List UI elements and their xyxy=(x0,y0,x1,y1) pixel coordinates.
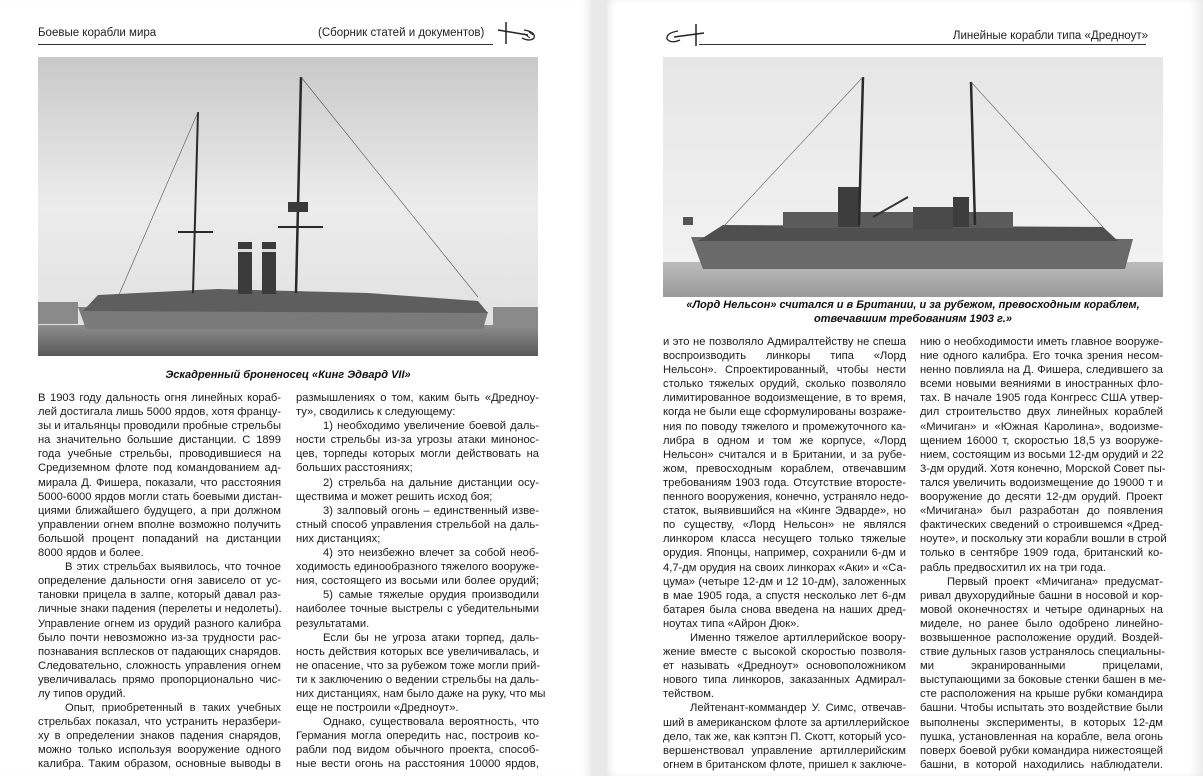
text-line: 4) это неизбежно влечет за собой необ- xyxy=(323,547,539,560)
text-line: не опасение, что за рубежом тоже могли прий- xyxy=(296,659,541,672)
text-line: мовой оконечностях и четыре одинарных на xyxy=(920,603,1163,616)
text-line: когда не были еще сформулированы возраже- xyxy=(663,406,907,419)
text-line: 1) необходимо увеличение боевой даль- xyxy=(323,420,539,433)
text-line: тановки прицела в залпе, который давал раз- xyxy=(38,589,281,602)
text-line: было почти невозможно из-за трудности рас- xyxy=(38,631,281,644)
text-line: Лейтенант-коммандер У. Симс, отвечав- xyxy=(690,702,906,715)
text-line: лей достигала лишь 5000 ярдов, хотя францу- xyxy=(38,406,281,419)
text-line: пенного вооружения, конечно, устраняло недо- xyxy=(663,491,909,504)
text-line: В этих стрельбах выявилось, что точное xyxy=(65,561,281,574)
paragraph xyxy=(296,419,539,475)
text-column-2 xyxy=(920,335,1167,772)
text-line: по существу, «Лорд Нельсон» не являлся xyxy=(663,519,906,532)
text-line: ший в американском флоте за артиллерийское xyxy=(663,716,910,729)
paragraph xyxy=(38,701,281,771)
header-rule xyxy=(38,44,493,45)
text-line: можно только используя вооружение одного xyxy=(38,744,281,757)
text-line: ривал двухорудийные башни в носовой и кор- xyxy=(920,589,1163,602)
text-line: только в сентябре 1909 года, британский ко- xyxy=(920,547,1163,560)
text-line: ноутах типа «Айрон Дюк». xyxy=(663,617,800,630)
text-line: нию о необходимости иметь главное вооруже- xyxy=(920,336,1163,348)
text-line: столько тяжелых орудий, сколько позволяло xyxy=(663,378,906,391)
ship-photo-king-edward-vii xyxy=(38,57,538,356)
text-line: 5) самые тяжелые орудия производили xyxy=(323,589,539,602)
paragraph xyxy=(663,631,906,701)
text-line: Именно тяжелое артиллерийское воору- xyxy=(690,631,906,644)
paragraph xyxy=(296,588,539,630)
paragraph xyxy=(663,335,909,631)
text-line: Нельсон» считался и в Британии, и за рубе- xyxy=(663,448,906,461)
text-line: размышлениях о том, каким быть «Дредноу- xyxy=(296,392,539,404)
text-line: ет называть «Дредноут» основоположником xyxy=(663,660,906,673)
text-line: жение вместе с высокой скоростью позволя- xyxy=(663,646,906,659)
text-line: 3-дм орудий. Хотя конечно, Морской Совет пы- xyxy=(920,462,1166,475)
running-header-subtitle: (Сборник статей и документов) xyxy=(318,27,485,39)
text-line: фактических сведений о строившемся «Дред- xyxy=(920,519,1163,532)
text-line: ния, состоящего из восьми или более орудий; xyxy=(296,575,539,588)
text-line: 4,7-дм орудия на своих линкорах «Аки» и «Са- xyxy=(663,561,907,574)
text-line: цев, торпеды которых могли действовать на xyxy=(296,448,539,461)
text-line: года учебные стрельбы, проводившиеся на xyxy=(38,448,281,461)
photo-caption-line-2: отвечавшим требованиям 1903 г.» xyxy=(814,313,1012,325)
text-line: 3) залповый огонь – единственный изве- xyxy=(323,504,539,517)
text-line: поверх боевой рубки командира нижестоящей xyxy=(920,744,1163,757)
text-line: рабль предвосхитил их на три года. xyxy=(920,561,1106,574)
left-page xyxy=(0,0,592,776)
text-line: В 1903 году дальность огня линейных кораб- xyxy=(38,392,281,404)
text-line: всеми новыми веяниями в иностранных фло- xyxy=(920,378,1163,391)
text-line: познавания всплесков от падающих снарядов. xyxy=(38,645,282,658)
text-line: стрельбах показал, что устранить неразбери- xyxy=(38,716,281,729)
text-line: нием, состоящим из восьми 12-дм орудий и 22 xyxy=(920,448,1164,461)
text-line: и это не позволяло Адмиралтейству не спеша xyxy=(663,336,906,348)
paragraph xyxy=(296,476,539,504)
text-line: Первый проект «Мичигана» предусмат- xyxy=(947,575,1163,588)
text-line: ствие дульных газов устранялось специальны- xyxy=(920,646,1165,659)
photo-caption-line-1: «Лорд Нельсон» считался и в Британии, и за рубежом, превосходным кораблем, xyxy=(686,299,1140,311)
text-line: управлении огнем вполне возможно получить xyxy=(38,518,281,531)
text-line: Средиземном флоте под командованием ад- xyxy=(38,462,281,475)
text-column-2 xyxy=(296,391,546,772)
text-line: либра в одном и том же корпусе, «Лорд xyxy=(663,434,906,447)
text-line: стный способ управления стрельбой на даль- xyxy=(296,518,539,531)
right-page xyxy=(606,0,1203,776)
text-line: ноуте», и поскольку эти корабли вошли в строй xyxy=(920,533,1167,546)
text-line: циями ближайшего будущего, а при должном xyxy=(38,504,281,517)
text-line: нового типа линкоров, заказанных Адмирал- xyxy=(663,674,906,687)
text-line: цума» (четыре 12-дм и 12 10-дм), заложенных xyxy=(663,575,906,588)
text-line: большой процент попаданий на дистанции xyxy=(38,532,281,545)
text-line: выполнены эксперименты, в которых 12-дм xyxy=(920,716,1163,729)
text-line: Германия могла опередить нас, построив ко- xyxy=(296,730,539,743)
text-line: в мае 1905 года, а спустя несколько лет 6-дм xyxy=(663,589,906,602)
header-rule xyxy=(699,44,1146,45)
paragraph xyxy=(663,701,910,771)
text-line: ния по поводу тяжелого и промежуточного ка- xyxy=(663,420,906,433)
text-line: ные вести огонь на расстояния 10000 ярдов, xyxy=(296,758,539,771)
text-line: миделе, но ранее было одобрено линейно- xyxy=(920,617,1163,630)
text-line: башни, в которой находились наблюдатели. xyxy=(920,758,1163,771)
running-header-left: Боевые корабли мира xyxy=(38,27,157,39)
photo-caption: Эскадренный броненосец «Кинг Эдвард VII» xyxy=(165,369,411,381)
text-line: ту», сводились к следующему: xyxy=(296,406,456,419)
paragraph xyxy=(38,391,281,560)
text-line: пушка, установленная на корабле, вела огонь xyxy=(920,730,1163,743)
text-line: вершенствовал управление артиллерийским xyxy=(663,744,906,757)
text-line: увеличивалась прямо пропорционально чис- xyxy=(38,673,281,686)
text-column-1 xyxy=(663,335,910,772)
text-line: результатами. xyxy=(296,617,370,630)
text-line: сте расположения на крыше рубки командира xyxy=(920,688,1163,701)
anchor-icon xyxy=(496,20,540,46)
text-line: наиболее точные выстрелы с убедительными xyxy=(296,603,539,616)
text-line: тейством. xyxy=(663,688,715,701)
text-line: ности стрельбы из-за угрозы атаки минонос- xyxy=(296,434,539,447)
text-line: тах. В начале 1905 года Конгресс США утвер- xyxy=(920,392,1163,405)
paragraph xyxy=(296,391,539,419)
text-line: «Мичиган» и «Южная Каролина», водоизме- xyxy=(920,420,1163,433)
text-line: Нельсон». Спроектированный, чтобы нести xyxy=(663,364,906,377)
text-line: батарея была снова введена на наших дред- xyxy=(663,603,906,616)
text-line: 2) стрельба на дальние дистанции осу- xyxy=(323,476,539,489)
text-line: выступающими за боковые стенки башен в ме- xyxy=(920,674,1167,687)
text-line: ходимость единообразного тяжелого вооруже- xyxy=(296,561,539,574)
text-line: определение дальности огня зависело от ус- xyxy=(38,575,281,588)
text-line: воспроизводить линкоры типа «Лорд xyxy=(663,350,906,363)
paragraph xyxy=(296,504,539,546)
text-line: тался увеличить водоизмещение до 19000 т и xyxy=(920,476,1163,489)
text-line: мирала Д. Фишера, показали, что расстояния xyxy=(38,476,281,489)
text-line: Однако, существовала вероятность, что xyxy=(323,716,539,729)
running-header-right: Линейные корабли типа «Дредноут» xyxy=(952,30,1148,42)
text-line: ху в определении знаков падения снарядов, xyxy=(38,730,281,743)
text-line: ние одного калибра. Его точка зрения несом- xyxy=(920,350,1163,363)
text-line: ти к заключению о ведении стрельбы на даль- xyxy=(296,673,539,686)
paragraph xyxy=(296,546,539,588)
text-line: еще не построили «Дредноут». xyxy=(296,702,459,715)
text-line: «Мичигана» был разработан до появления xyxy=(920,505,1163,518)
text-line: вооружение до десяти 12-дм орудий. Проект xyxy=(920,491,1163,504)
text-line: линкором класса несущего только тяжелые xyxy=(663,533,906,546)
text-line: Следовательно, сложность управления огнем xyxy=(38,659,281,672)
text-line: калибра. Таким образом, основные выводы в xyxy=(38,758,281,771)
paragraph xyxy=(296,631,546,716)
text-line: личные знаки падения (перелеты и недолеты). xyxy=(38,603,282,616)
text-line: лу типов орудий. xyxy=(38,687,126,700)
text-column-1 xyxy=(38,391,281,772)
text-line: Если бы не угроза атаки торпед, даль- xyxy=(323,631,539,644)
text-line: Управление огнем из орудий разного калибра xyxy=(38,617,281,630)
photo-caption xyxy=(663,298,1163,326)
text-line: на значительно большие дистанции. С 1899 xyxy=(38,434,281,447)
text-line: орудия. Японцы, например, сохранили 6-дм и xyxy=(663,547,906,560)
paragraph xyxy=(920,575,1167,772)
text-line: них дистанциях, нам было даже на руку, что мы xyxy=(296,687,546,700)
paragraph xyxy=(920,335,1167,575)
text-line: возвышенное расположение орудий. Воздей- xyxy=(920,631,1163,644)
text-line: зы и итальянцы проводили пробные стрельбы xyxy=(38,420,281,433)
text-line: рабли под видом обычного проекта, способ- xyxy=(296,744,539,757)
paragraph xyxy=(38,560,281,701)
text-line: огнем в британском флоте, пришел к заключе- xyxy=(663,758,907,771)
text-line: ненно повлияла на Д. Фишера, следившего за xyxy=(920,364,1163,377)
text-line: ность действия которых все увеличивалась, и xyxy=(296,645,539,658)
text-line: ми экранированными прицелами, xyxy=(920,660,1163,673)
paragraph xyxy=(296,715,539,771)
ship-photo-lord-nelson xyxy=(663,57,1163,297)
text-line: ществима и может решить исход боя; xyxy=(296,490,493,503)
text-line: щением 16000 т, скоростью 18,5 уз вооруже- xyxy=(920,434,1163,447)
text-line: 8000 ярдов и более. xyxy=(38,547,144,560)
text-line: больших расстояниях; xyxy=(296,462,413,475)
text-line: лимитированное водоизмещение, в то время, xyxy=(663,392,906,405)
text-line: башни. Чтобы испытать это воздействие были xyxy=(920,702,1163,715)
text-line: Опыт, приобретенный в таких учебных xyxy=(65,702,281,715)
text-line: дил строительство двух линейных кораблей xyxy=(920,406,1163,419)
text-line: них дистанциях; xyxy=(296,532,381,545)
text-line: статок, выявившийся на «Кинге Эдварде», но xyxy=(663,505,906,518)
text-line: дело, так же, как кэптэн П. Скотт, который усо- xyxy=(663,730,906,743)
text-line: 5000-6000 ярдов могли стать боевыми дистан- xyxy=(38,490,283,503)
text-line: требованиям 1903 года. Отсутствие второсте- xyxy=(663,476,906,489)
text-line: жом, превосходным кораблем, отвечавшим xyxy=(663,462,906,475)
